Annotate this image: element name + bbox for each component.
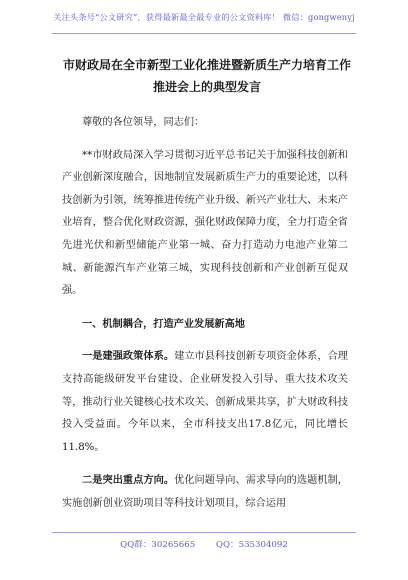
paragraph-lead: 一是建强政策体系。 xyxy=(82,350,175,363)
footer-qq-group: QQ群：30265665 xyxy=(120,540,196,550)
paragraph-focus xyxy=(62,469,348,515)
document-title: 市财政局在全市新型工业化推进暨新质生产力培育工作推进会上的典型发言 xyxy=(62,58,351,94)
header-banner: 关注头条号“公文研究”，获得最新最全最专业的公文资料库！ 微信：gongwenyj xyxy=(53,12,355,22)
paragraph-policy xyxy=(62,345,348,459)
paragraph-text: 优化问题导向、需求导向的选题机制，实施创新创业资助项目等科技计划项目，综合运用 xyxy=(62,475,348,509)
paragraph-lead: 二是突出重点方向。 xyxy=(82,474,175,487)
footer-qq: QQ：535304092 xyxy=(215,540,288,550)
footer-divider xyxy=(52,532,356,533)
section-heading: 一、机制耦合，打造产业发展新高地 xyxy=(82,317,245,330)
footer-contact xyxy=(0,538,408,550)
document-body xyxy=(62,112,348,516)
header-divider xyxy=(52,33,356,34)
paragraph-text: 建立市县科技创新专项资金体系，合理支持高能级研发平台建设、企业研发投入引导、重大技术攻关等，推动行业关键核心技术攻关、创新成果共享，扩大财政科技投入受益面。今年以来，全市科技支出17.8亿元，同比增长11.8%。 xyxy=(62,351,348,453)
salutation: 尊敬的各位领导，同志们： xyxy=(82,117,205,128)
intro-paragraph: **市财政局深入学习贯彻习近平总书记关于加强科技创新和产业创新深度融合，因地制宜发展新质生产力的重要论述，以科技创新为引领，统筹推进传统产业升级、新兴产业壮大、未来产业培育，整合优化财政资源，强化财政保障力度，全力打造全省先进光伏和新型储能产业第一城、奋力打造动力电池产业第二城、新能源汽车产业第三城，实现科技创新和产业创新互促双强。 xyxy=(62,149,348,297)
